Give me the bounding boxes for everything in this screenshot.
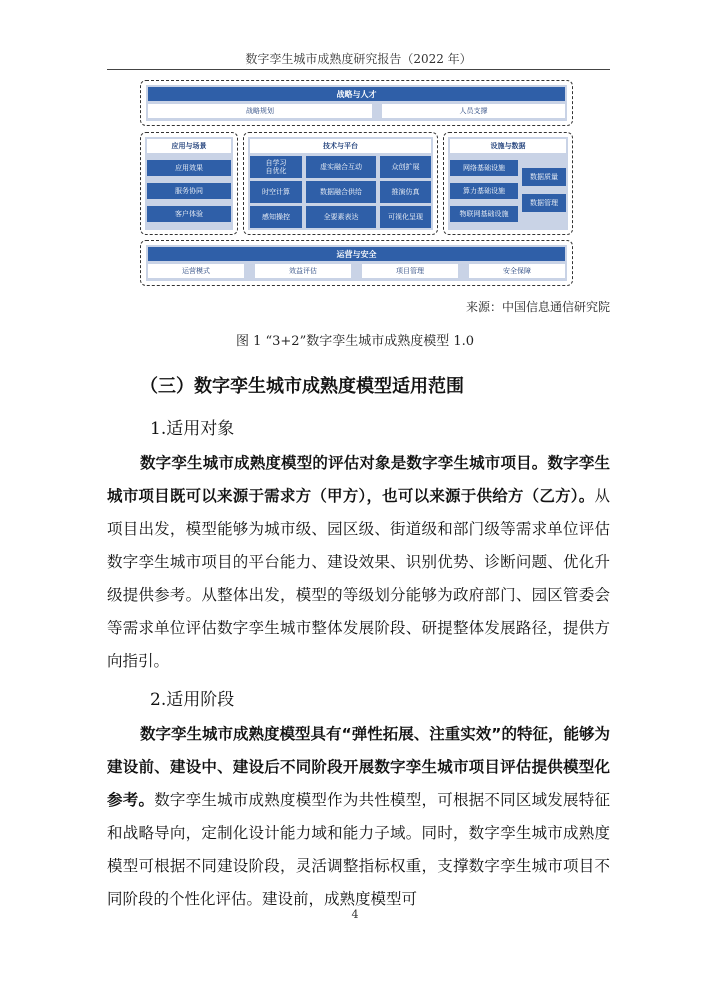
subsection-title: 2.适用阶段 <box>150 690 235 710</box>
right-item: 数据管理 <box>522 194 566 212</box>
tech-cell: 可视化呈现 <box>380 206 431 228</box>
left-item: 服务协同 <box>147 183 231 199</box>
tech-platform-title: 技术与平台 <box>250 139 431 153</box>
right-item: 数据质量 <box>522 168 566 186</box>
figure-source: 来源：中国信息通信研究院 <box>465 300 610 314</box>
tech-cell: 众创扩展 <box>380 156 431 178</box>
top-item: 战略规划 <box>148 104 372 118</box>
maturity-model-figure <box>140 80 573 286</box>
tech-cell: 时空计算 <box>250 181 302 203</box>
figure-caption: 图 1 “3+2”数字孪生城市成熟度模型 1.0 <box>235 334 475 349</box>
paragraph-bold: 数字孪生城市成熟度模型具有“弹性拓展、注重实效”的特征，能够为建设前、建设中、建设后不同阶段开展数字孪生城市项目评估提供模型化参考。 <box>107 725 610 809</box>
tech-cell: 推演仿真 <box>380 181 431 203</box>
tech-cell: 感知操控 <box>250 206 302 228</box>
running-header: 数字孪生城市成熟度研究报告（2022 年） <box>245 52 472 66</box>
paragraph <box>107 447 610 678</box>
paragraph-bold: 数字孪生城市成熟度模型的评估对象是数字孪生城市项目。数字孪生城市项目既可以来源于需求方（甲方），也可以来源于供给方（乙方）。 <box>107 454 610 505</box>
operation-security-bar: 运营与安全 <box>148 247 565 261</box>
right-item: 网络基础设施 <box>450 160 518 176</box>
tech-cell: 全要素表达 <box>306 206 376 228</box>
bottom-item: 运营模式 <box>148 264 244 278</box>
bottom-item: 项目管理 <box>362 264 458 278</box>
paragraph <box>107 718 610 916</box>
paragraph-text: 从项目出发，模型能够为城市级、园区级、街道级和部门级等需求单位评估数字孪生城市项目的平台能力、建设效果、识别优势、诊断问题、优化升级提供参考。从整体出发，模型的等级划分能够为政府部门、园区管委会等需求单位评估数字孪生城市整体发展阶段、研提整体发展路径，提供方向指引。 <box>107 487 610 670</box>
section-title: （三）数字孪生城市成熟度模型适用范围 <box>140 376 464 397</box>
left-item: 客户体验 <box>147 206 231 222</box>
tech-cell: 自学习 自优化 <box>250 156 302 178</box>
top-item: 人员支撑 <box>382 104 565 118</box>
strategy-talent-bar: 战略与人才 <box>148 87 565 101</box>
facility-data-title: 设施与数据 <box>450 139 566 153</box>
bottom-item: 效益评估 <box>255 264 351 278</box>
left-item: 应用效果 <box>147 160 231 176</box>
bottom-item: 安全保障 <box>469 264 565 278</box>
paragraph-text: 数字孪生城市成熟度模型作为共性模型，可根据不同区域发展特征和战略导向，定制化设计能力域和能力子域。同时，数字孪生城市成熟度模型可根据不同建设阶段，灵活调整指标权重，支撑数字孪生城市项目不同阶段的个性化评估。建设前，成熟度模型可 <box>107 791 610 908</box>
right-item: 物联网基础设施 <box>450 206 518 222</box>
right-item: 算力基础设施 <box>450 183 518 199</box>
tech-cell: 虚实融合互动 <box>306 156 376 178</box>
page-number: 4 <box>351 908 359 921</box>
application-scene-title: 应用与场景 <box>147 139 231 153</box>
subsection-title: 1.适用对象 <box>150 419 235 439</box>
header-rule <box>107 69 610 70</box>
tech-cell: 数据融合供给 <box>306 181 376 203</box>
